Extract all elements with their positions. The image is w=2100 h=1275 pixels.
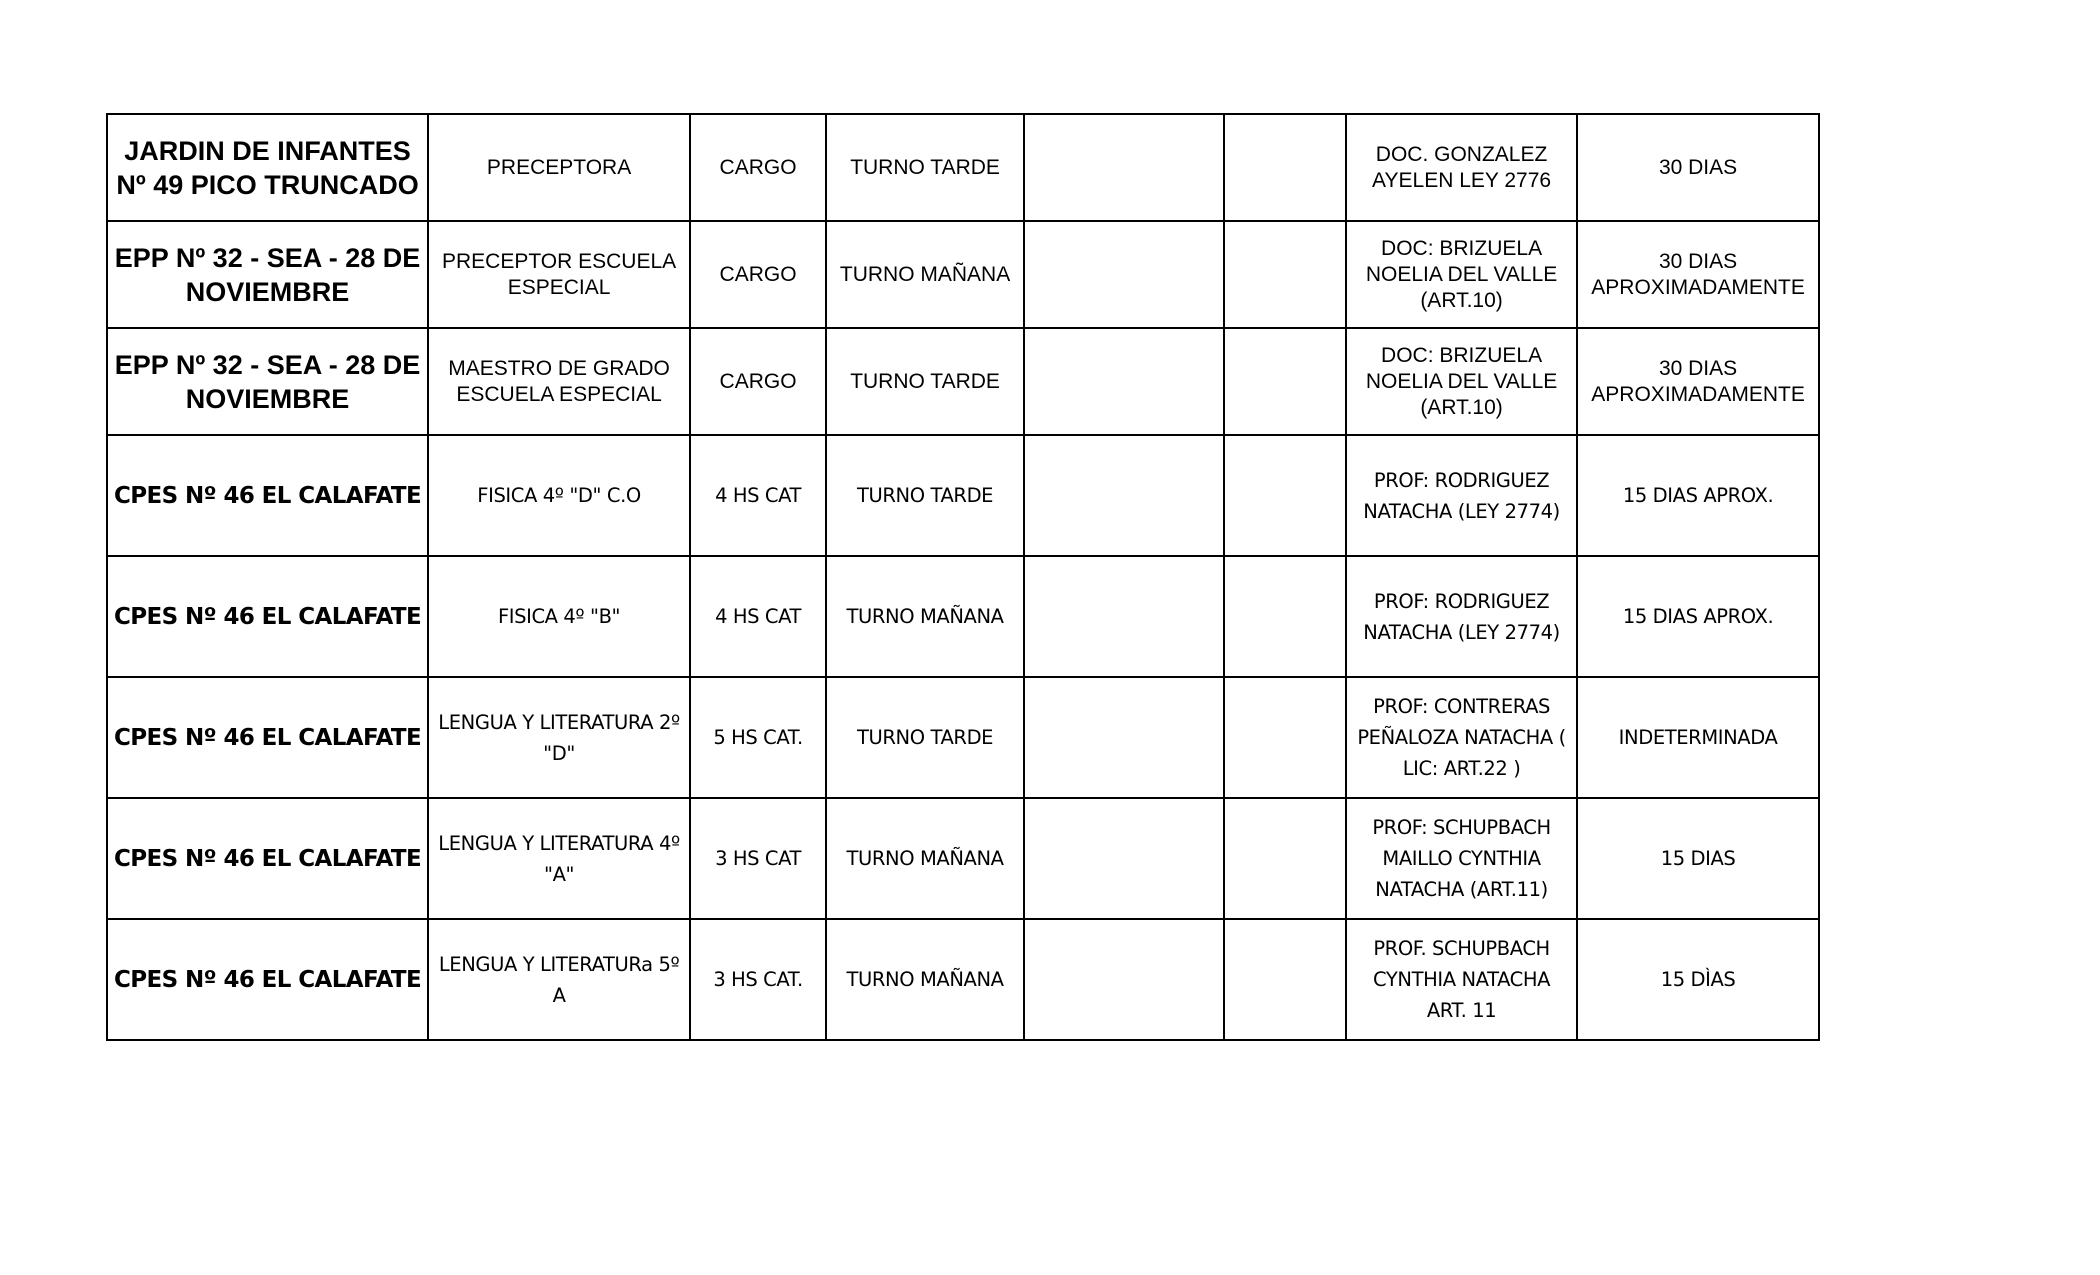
type-cell: CARGO xyxy=(690,221,826,328)
duration-cell: 15 DIAS xyxy=(1577,798,1819,919)
blank-cell xyxy=(1224,919,1346,1040)
school-cell: CPES Nº 46 EL CALAFATE xyxy=(107,798,428,919)
shift-cell: TURNO TARDE xyxy=(826,328,1024,435)
blank-cell xyxy=(1224,435,1346,556)
position-cell: MAESTRO DE GRADO ESCUELA ESPECIAL xyxy=(428,328,690,435)
duration-cell: 15 DIAS APROX. xyxy=(1577,556,1819,677)
school-cell: JARDIN DE INFANTES Nº 49 PICO TRUNCADO xyxy=(107,114,428,221)
duration-cell: 30 DIAS APROXIMADAMENTE xyxy=(1577,328,1819,435)
shift-cell: TURNO TARDE xyxy=(826,114,1024,221)
table-row xyxy=(107,919,1819,1040)
position-cell: PRECEPTOR ESCUELA ESPECIAL xyxy=(428,221,690,328)
position-cell: FISICA 4º "B" xyxy=(428,556,690,677)
table-row xyxy=(107,677,1819,798)
blank-cell xyxy=(1224,677,1346,798)
type-cell: CARGO xyxy=(690,114,826,221)
teacher-cell: DOC: BRIZUELA NOELIA DEL VALLE (ART.10) xyxy=(1346,328,1577,435)
teacher-cell: PROF: RODRIGUEZ NATACHA (LEY 2774) xyxy=(1346,435,1577,556)
teacher-cell: PROF: RODRIGUEZ NATACHA (LEY 2774) xyxy=(1346,556,1577,677)
school-cell: CPES Nº 46 EL CALAFATE xyxy=(107,556,428,677)
type-cell: CARGO xyxy=(690,328,826,435)
teacher-cell: DOC: BRIZUELA NOELIA DEL VALLE (ART.10) xyxy=(1346,221,1577,328)
shift-cell: TURNO MAÑANA xyxy=(826,798,1024,919)
table-row xyxy=(107,221,1819,328)
blank-cell xyxy=(1224,221,1346,328)
shift-cell: TURNO MAÑANA xyxy=(826,221,1024,328)
school-cell: CPES Nº 46 EL CALAFATE xyxy=(107,435,428,556)
position-cell: PRECEPTORA xyxy=(428,114,690,221)
teacher-cell: PROF: CONTRERAS PEÑALOZA NATACHA ( LIC: ART.22 ) xyxy=(1346,677,1577,798)
blank-cell xyxy=(1024,114,1224,221)
shift-cell: TURNO MAÑANA xyxy=(826,919,1024,1040)
school-cell: CPES Nº 46 EL CALAFATE xyxy=(107,677,428,798)
type-cell: 4 HS CAT xyxy=(690,435,826,556)
shift-cell: TURNO MAÑANA xyxy=(826,556,1024,677)
table-row xyxy=(107,114,1819,221)
teacher-cell: PROF: SCHUPBACH MAILLO CYNTHIA NATACHA (ART.11) xyxy=(1346,798,1577,919)
table-row xyxy=(107,328,1819,435)
blank-cell xyxy=(1024,328,1224,435)
position-cell: FISICA 4º "D" C.O xyxy=(428,435,690,556)
duration-cell: INDETERMINADA xyxy=(1577,677,1819,798)
teacher-cell: DOC. GONZALEZ AYELEN LEY 2776 xyxy=(1346,114,1577,221)
type-cell: 5 HS CAT. xyxy=(690,677,826,798)
blank-cell xyxy=(1024,798,1224,919)
teacher-cell: PROF. SCHUPBACH CYNTHIA NATACHA ART. 11 xyxy=(1346,919,1577,1040)
table-row xyxy=(107,798,1819,919)
blank-cell xyxy=(1224,114,1346,221)
duration-cell: 15 DIAS APROX. xyxy=(1577,435,1819,556)
duration-cell: 30 DIAS xyxy=(1577,114,1819,221)
blank-cell xyxy=(1224,328,1346,435)
blank-cell xyxy=(1024,677,1224,798)
blank-cell xyxy=(1024,556,1224,677)
duration-cell: 15 DÌAS xyxy=(1577,919,1819,1040)
position-cell: LENGUA Y LITERATURA 4º "A" xyxy=(428,798,690,919)
school-cell: EPP Nº 32 - SEA - 28 DE NOVIEMBRE xyxy=(107,328,428,435)
school-cell: EPP Nº 32 - SEA - 28 DE NOVIEMBRE xyxy=(107,221,428,328)
vacancy-table xyxy=(106,113,1820,1041)
type-cell: 4 HS CAT xyxy=(690,556,826,677)
table-row xyxy=(107,435,1819,556)
blank-cell xyxy=(1224,556,1346,677)
position-cell: LENGUA Y LITERATURa 5º A xyxy=(428,919,690,1040)
shift-cell: TURNO TARDE xyxy=(826,677,1024,798)
school-cell: CPES Nº 46 EL CALAFATE xyxy=(107,919,428,1040)
table-row xyxy=(107,556,1819,677)
blank-cell xyxy=(1224,798,1346,919)
blank-cell xyxy=(1024,919,1224,1040)
shift-cell: TURNO TARDE xyxy=(826,435,1024,556)
type-cell: 3 HS CAT xyxy=(690,798,826,919)
duration-cell: 30 DIAS APROXIMADAMENTE xyxy=(1577,221,1819,328)
blank-cell xyxy=(1024,435,1224,556)
blank-cell xyxy=(1024,221,1224,328)
position-cell: LENGUA Y LITERATURA 2º "D" xyxy=(428,677,690,798)
type-cell: 3 HS CAT. xyxy=(690,919,826,1040)
